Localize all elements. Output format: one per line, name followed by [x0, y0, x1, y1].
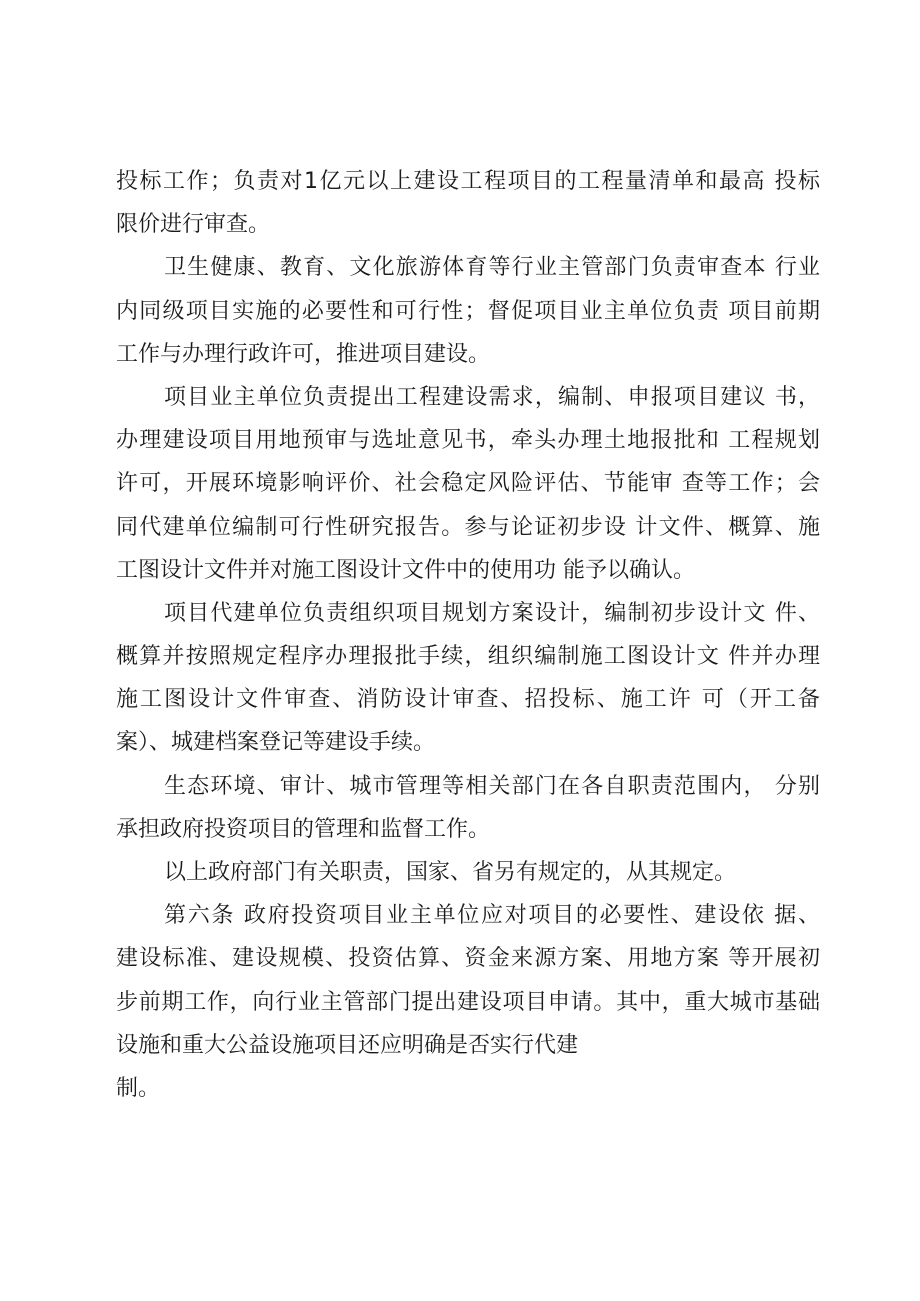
text-line: 内同级项目实施的必要性和可行性；督促项目业主单位负责 项目前期 [116, 298, 820, 324]
text-line: 项目代建单位负责组织项目规划方案设计，编制初步设计文 件、 [164, 600, 820, 626]
text-line: 步前期工作，向行业主管部门提出建设项目申请。其中，重大城市基础 [116, 989, 820, 1015]
text-line: 卫生健康、教育、文化旅游体育等行业主管部门负责审查本 行业 [164, 255, 820, 281]
text-line: 许可，开展环境影响评价、社会稳定风险评估、节能审 查等工作；会 [116, 471, 820, 497]
text-line: 施工图设计文件审查、消防设计审查、招投标、施工许 可（开工备 [116, 687, 820, 713]
body-text [116, 160, 820, 1110]
text-line: 以上政府部门有关职责，国家、省另有规定的，从其规定。 [164, 860, 737, 885]
text-line: 制。 [116, 1075, 161, 1101]
text-line: 概算并按照规定程序办理报批手续，组织编制施工图设计文 件并办理 [116, 644, 820, 670]
text-line: 设施和重大公益设施项目还应明确是否实行代建 [116, 1032, 579, 1058]
text-line: 投标工作；负责对1亿元以上建设工程项目的工程量清单和最高 投标 [116, 169, 820, 194]
text-line: 办理建设项目用地预审与选址意见书，牵头办理土地报批和 工程规划 [116, 428, 820, 454]
text-line: 工图设计文件并对施工图设计文件中的使用功 能予以确认。 [116, 557, 695, 583]
text-line: 同代建单位编制可行性研究报告。参与论证初步设 计文件、概算、施 [116, 514, 820, 540]
text-line: 生态环境、审计、城市管理等相关部门在各自职责范围内， 分别 [164, 773, 820, 799]
text-line: 工作与办理行政许可，推进项目建设。 [116, 341, 491, 367]
text-line: 承担政府投资项目的管理和监督工作。 [116, 816, 491, 842]
text-line: 案）、城建档案登记等建设手续。 [116, 730, 436, 756]
text-line: 第六条 政府投资项目业主单位应对项目的必要性、建设依 据、 [164, 903, 820, 929]
text-line: 限价进行审查。 [116, 212, 271, 238]
text-line: 建设标准、建设规模、投资估算、资金来源方案、用地方案 等开展初 [116, 946, 820, 972]
text-line: 项目业主单位负责提出工程建设需求，编制、申报项目建议 书， [164, 384, 820, 410]
